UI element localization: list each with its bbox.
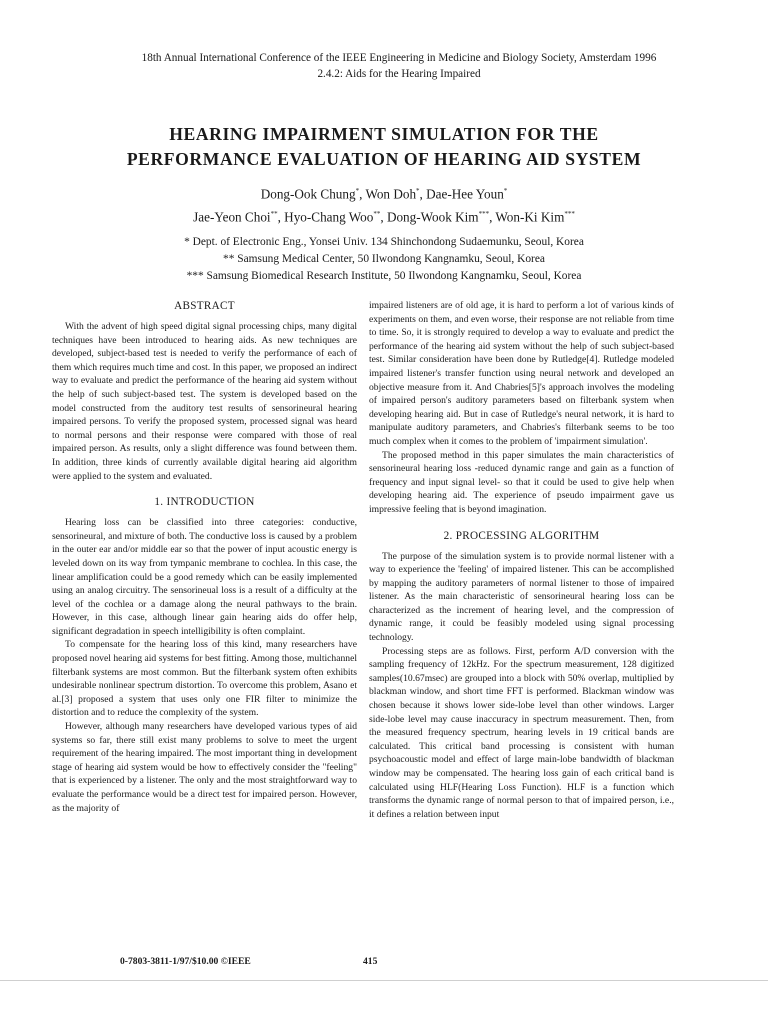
affiliation-2: ** Samsung Medical Center, 50 Ilwondong Kangnamku, Seoul, Korea — [223, 253, 545, 265]
affiliation-mark: ** — [373, 210, 381, 219]
affiliations — [40, 234, 728, 285]
paper-title — [40, 122, 728, 172]
affiliation-3: *** Samsung Biomedical Research Institute, 50 Ilwondong Kangnamku, Seoul, Korea — [186, 270, 582, 282]
author-name: Won Doh — [365, 186, 417, 202]
author-separator: , — [359, 186, 366, 202]
right-column — [369, 299, 674, 821]
intro-paragraph-2: To compensate for the hearing loss of this kind, many researchers have proposed novel hearing aid systems for best fitting. Among those, multichannel filterbank systems are most common. But the filterbank system often exhibits undesirable nonlinear spectrum distortion. To overcome this problem, Asano et al.[3] proposed a system that uses only one FIR filter to minimize the distortion and to reduce the complexity of the system. — [52, 639, 357, 719]
author-name: Hyo-Chang Woo — [284, 209, 374, 225]
intro-paragraph-1: Hearing loss can be classified into three categories: conductive, sensorineural, and mixture of both. The conductive loss is caused by a problem in the outer ear and/or middle ear so that the power of input acoustic energy is leveled down on its way from tympanic membrane to cochlea. In this case, the linear amplification could be a good remedy which can be easily implemented using an analog circuitry. The sensorineual loss is a result of a difficulty at the level of the cochlea or a damage along the neural pathways to the brain. However, in this case, although linear gain hearing aids do offer help, significant degradation in speech intelligibility is often complaint. — [52, 517, 357, 637]
intro-paragraph-3: However, although many researchers have developed various types of aid systems so far, there still exist many problems to solve to meet the urgent requirement of the hearing impaired. The most important thing in development stage of hearing aid system would be how to effectively consider the "feeling" that is experienced by a listener. The only and the most straightforward way to evaluate the performance would be a direct test for impaired person. However, as the majority of — [52, 721, 357, 814]
affiliation-mark: * — [355, 187, 360, 195]
author-separator: , — [419, 186, 427, 202]
introduction-heading: 1. INTRODUCTION — [154, 496, 255, 509]
abstract-text: With the advent of high speed digital signal processing chips, many digital techniques have been introduced to hearing aids. As new techniques are developed, subject-based test is needed to verify the performance of each of them which requires much time and cost. In this paper, we proposed an indirect way to evaluate and predict the performance of the hearing aid system without the help of such subject-based test. The system is developed based on the model constructed from the auditory test results of sensorineural hearing impaired persons. To verify the proposed system, processed signal was heard to normal persons and their response were compared with those of real impaired person. As results, only a slight difference was found between them. In addition, three kinds of currently available digital hearing aid algorithm were applied to the system and evaluated. — [52, 321, 357, 482]
page-number: 415 — [363, 956, 378, 967]
author-name: Dong-Ook Chung — [260, 186, 356, 202]
abstract-heading: ABSTRACT — [174, 300, 235, 312]
left-column — [52, 299, 357, 815]
copyright-code: 0-7803-3811-1/97/$10.00 ©IEEE — [120, 956, 251, 967]
intro-paragraph-4: The proposed method in this paper simulates the main characteristics of sensorineural hearing loss -reduced dynamic range and gain as a function of frequency and input signal level- so that it could be used to give help when developing hearing aid. The experience of pseudo impairment gave us impressive feeling that is beyond imagination. — [369, 449, 674, 515]
intro-paragraph-3-continued: impaired listeners are of old age, it is hard to perform a lot of various kinds of experiments on them, and even worse, their response are not reliable from time to time. So, it is strongly required to develop a way to evaluate and predict the performance of the hearing aid system without the help of such subject-based test. Similar consideration have been done by Rutledge[4]. Rutledge modeled impaired listener's transfer function using neural network and developed an objective measure from it. And Chabries[5]'s approach involves the modeling of impaired person's auditory parameters based on filterbank system when developing hearing aid. But in case of Rutledge's neural network, it is hard to manipulate auditory parameters, and Chabries's filterbank seems to be too much complex when it comes to the problem of 'impairment simulation'. — [369, 300, 674, 447]
conference-header — [60, 51, 738, 82]
author-separator: , — [380, 209, 387, 225]
processing-paragraph-1: The purpose of the simulation system is to provide normal listener with a way to experience the 'feeling' of impaired listener. This can be accomplished by mapping the auditory parameters of normal listener to those of impaired listener. As the main characteristic of sensorineural hearing loss can be characterized as the increment of hearing level, and the compression of dynamic range, it could be feasibly modeled using signal processing technology. — [369, 550, 674, 644]
session-line: 2.4.2: Aids for the Hearing Impaired — [317, 67, 481, 80]
processing-paragraph-2: Processing steps are as follows. First, perform A/D conversion with the sampling frequency of 12kHz. For the spectrum measurement, 128 digitized samples(10.67msec) are grouped into a block with 50% overlap, multiplied by blackman window, and short time FFT is performed. Blackman window was chosen because it shows lower side-lobe level than other windows. Larger side-lobe level may cause inaccuracy in spectrum measurement. Then, from the measured frequency spectrum, hearing levels in 19 critical bands are calculated. This critical band processing is consistent with human psychoacoustic model and effect of large main-lobe bandwidth of blackman window may be compensated. The hearing loss gain of each critical band is calculated using HLF(Hearing Loss Function). HLF is a function which transforms the dynamic range of normal person to that of impaired person, i.e., it defines a relation between input — [369, 645, 674, 820]
author-name: Won-Ki Kim — [495, 209, 565, 225]
author-row-2 — [60, 204, 708, 227]
affiliation-mark: ** — [270, 210, 278, 219]
author-name: Dae-Hee Youn — [426, 186, 504, 202]
affiliation-1: * Dept. of Electronic Eng., Yonsei Univ. 134 Shinchondong Sudaemunku, Seoul, Korea — [184, 236, 584, 248]
section-gap — [369, 517, 674, 529]
affiliation-mark: *** — [478, 210, 490, 219]
conference-line: 18th Annual International Conference of the IEEE Engineering in Medicine and Biology Society, Amsterdam 1996 — [141, 52, 657, 64]
processing-heading: 2. PROCESSING ALGORITHM — [443, 529, 600, 542]
bottom-rule — [0, 980, 768, 981]
affiliation-mark: *** — [564, 210, 575, 219]
affiliation-mark: * — [416, 187, 420, 195]
title-line-2: PERFORMANCE EVALUATION OF HEARING AID SYSTEM — [126, 149, 642, 169]
title-line-1: HEARING IMPAIRMENT SIMULATION FOR THE — [169, 124, 599, 144]
author-list — [60, 181, 708, 228]
author-name: Dong-Wook Kim — [386, 209, 479, 225]
author-separator: , — [277, 209, 285, 225]
author-row-1 — [60, 181, 708, 204]
section-gap — [52, 483, 357, 495]
author-separator: , — [489, 209, 496, 225]
author-name: Jae-Yeon Choi — [193, 209, 271, 225]
affiliation-mark: * — [503, 187, 508, 195]
